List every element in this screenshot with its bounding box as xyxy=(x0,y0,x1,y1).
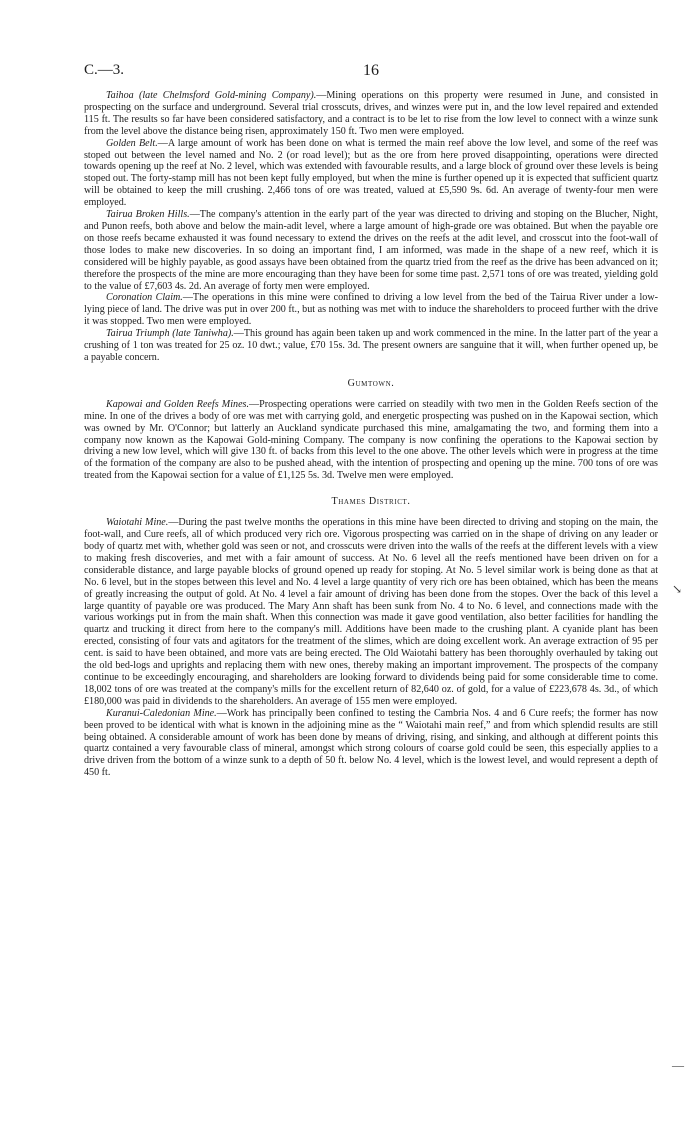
paragraph-title: Waiotahi Mine. xyxy=(106,517,169,529)
paragraph-title: Taihoa (late Chelmsford Gold-mining Company). xyxy=(106,90,317,101)
paragraph-text: —Prospecting operations were carried on steadily with two men in the Golden Reefs section of the mine. In one of the drives a body of ore was met with carrying gold, and energetic prospecting was pushed on in the Kapowai section, which was owned by Mr. O'Connor; but latterly an Auckland syndicate purchased this mine, amalgamating the two, and forming them into a company now known as the Kapowai Gold-mining Company. The company is now confining the operations to the Kapowai section by driving a new low level, which will give 130 ft. of backs from this level to the one above. The other levels which were in progress at the time of the formation of the company are also to be pushed ahead, with the intention of prospecting and opening up the mine. 700 tons of ore was treated from the Kapowai section for a value of £1,125 5s. 3d. Twelve men were employed. xyxy=(84,398,659,482)
scan-mark: — xyxy=(672,1058,684,1072)
paragraph-taihoa xyxy=(84,90,658,138)
paragraph-text: —During the past twelve months the operations in this mine have been directed to driving and stoping on the main, the foot-wall, and Cure reefs, all of which produced very rich ore. Vigorous prospecting was carried on in the shape of driving on any leader or body of quartz met with, whether gold was seen or not, and crosscuts were driven into the walls of the reefs at the different levels with a view to making fresh discoveries, and met with a fair amount of success. At No. 6 level all the reefs mentioned have been driven on for a considerable distance, and large payable blocks of ground opened up ready for stoping. At No. 5 level similar work is being done as that at No. 6 level, but in the stopes between this level and No. 4 level a large quantity of very rich ore has been obtained, which has been the means of greatly increasing the output of gold. At No. 4 level a fair amount of driving has been done from the stopes. Over the back of this level a large quantity of payable ore was produced. The Mary Ann shaft has been sunk from No. 4 to No. 6 level, and connections made with the various workings put in from the main shaft. When this connection was made it gave good ventilation, also better facilities for handling the quartz and trucking it direct from here to the company's mill. Additions have been made to the crushing plant. A cyanide plant has been erected, consisting of four vats and agitators for the treatment of the slimes, which are doing excellent work. An average extraction of 95 per cent. is said to have been obtained, and more vats are being erected. The Old Waiotahi battery has been thoroughly overhauled by taking out the old bed-logs and uprights and replacing them with new ones, thereby making an important improvement. The prospects of the company continue to be exceedingly encouraging, and shareholders are looking forward to dividends being paid for some considerable time to come. 18,002 tons of ore was treated at the company's mills for the excellent return of 82,640 oz. of gold, for a value of £223,678 4s. 3d., of which £180,000 was paid in dividends to the shareholders. An average of 155 men were employed. xyxy=(84,517,658,707)
paragraph-title: Kapowai and Golden Reefs Mines. xyxy=(106,398,250,410)
paragraph-title: Golden Belt. xyxy=(106,137,158,149)
paragraph-golden-belt xyxy=(84,138,658,209)
section-heading-thames: Thames District. xyxy=(331,496,411,508)
paragraph-title: Tairua Triumph (late Taniwha). xyxy=(106,328,234,340)
paragraph-text: —Work has principally been confined to testing the Cambria Nos. 4 and 6 Cure reefs; the former has now been proved to be identical with what is known in the adjoining mine as the “ Waiotahi main reef,” and from which splendid results are still being obtained. A considerable amount of work has been done by means of driving, rising, and sinking, and although at different points this quartz contained a very favourable class of mineral, amongst which strong colours of coarse gold could be seen, this especially applies to a drive driven from the bottom of a winze sunk to a depth of 50 ft. below No. 4 level, which is the lowest level, and would represent a depth of 450 ft. xyxy=(84,707,658,779)
paragraph-text: —This ground has again been taken up and work commenced in the mine. In the latter part of the year a crushing of 1 ton was treated for 25 oz. 10 dwt.; value, £70 15s. 3d. The present owners are sanguine that it will, when further opened up, be a payable concern. xyxy=(84,328,658,363)
paragraph-title: Coronation Claim. xyxy=(106,292,183,304)
paragraph-text: —A large amount of work has been done on what is termed the main reef above the low level, and some of the reef was stoped out between the level named and No. 2 (or road level); but as the ore from here proved disappointing, operations were directed towards opening up the reef at No. 2 level, which was extended with favourable results, and a large block of ground over these levels is being stoped out. The forty-stamp mill has not been kept fully employed, but when the mine is further opened up it is expected that sufficient quartz will be obtained to keep the mill crushing. 2,466 tons of ore was treated, valued at £5,590 9s. 6d. An average of twenty-four men were employed. xyxy=(84,137,658,209)
paragraph-waiotahi xyxy=(84,517,658,708)
section-heading-gumtown: Gumtown. xyxy=(347,377,395,389)
paragraph-title: Kuranui-Caledonian Mine. xyxy=(106,707,217,719)
paragraph-text: —The operations in this mine were confined to driving a low level from the bed of the Tairua River under a low-lying piece of land. The drive was put in over 200 ft., but as nothing was met with to induce the shareholders to proceed further with the drive it was stopped. Two men were employed. xyxy=(84,292,658,328)
page-header xyxy=(84,62,658,90)
paragraph-tairua-broken-hills xyxy=(84,209,658,292)
paragraph-text: —The company's attention in the early part of the year was directed to driving and stoping on the Blucher, Night, and Punon reefs, both above and below the main-adit level, where a large amount of high-grade ore was obtained. But when the payable ore on those reefs became exhausted it was found necessary to extend the drives on the reefs at the adit level, and crosscut into the foot-wall of those lodes to make new discoveries. In so doing an important find, I am informed, was made in the shape of a new reef, which it is considered will be highly payable, as good assays have been obtained from the quartz tried from the reef as the drive has been advanced on it; therefore the prospects of the mine are more encouraging than they have been for some time past. 2,571 tons of ore was treated, yielding gold to the value of £7,603 4s. 2d. An average of forty men were employed. xyxy=(84,209,658,292)
paragraph-kapowai xyxy=(84,399,658,482)
paragraph-tairua-triumph xyxy=(84,328,658,364)
paragraph-coronation-claim xyxy=(84,292,658,328)
paragraph-kuranui-caledonian xyxy=(84,708,658,779)
paragraph-title: Tairua Broken Hills. xyxy=(106,209,190,221)
document-reference: C.—3. xyxy=(84,62,125,78)
document-page xyxy=(84,62,658,779)
page-number: 16 xyxy=(363,62,379,79)
paragraph-text: —Mining operations on this property were resumed in June, and consisted in prospecting on the surface and underground. Several trial crosscuts, drives, and winzes were put in, and the low level repaired and extended 115 ft. The results so far have been considered satisfactory, and a contract is to be let to rise from the low level to connect with a winze sunk from the level above the distance being risen, approximately 150 ft. Two men were employed. xyxy=(84,90,658,137)
scan-mark: ↘ xyxy=(672,582,683,596)
